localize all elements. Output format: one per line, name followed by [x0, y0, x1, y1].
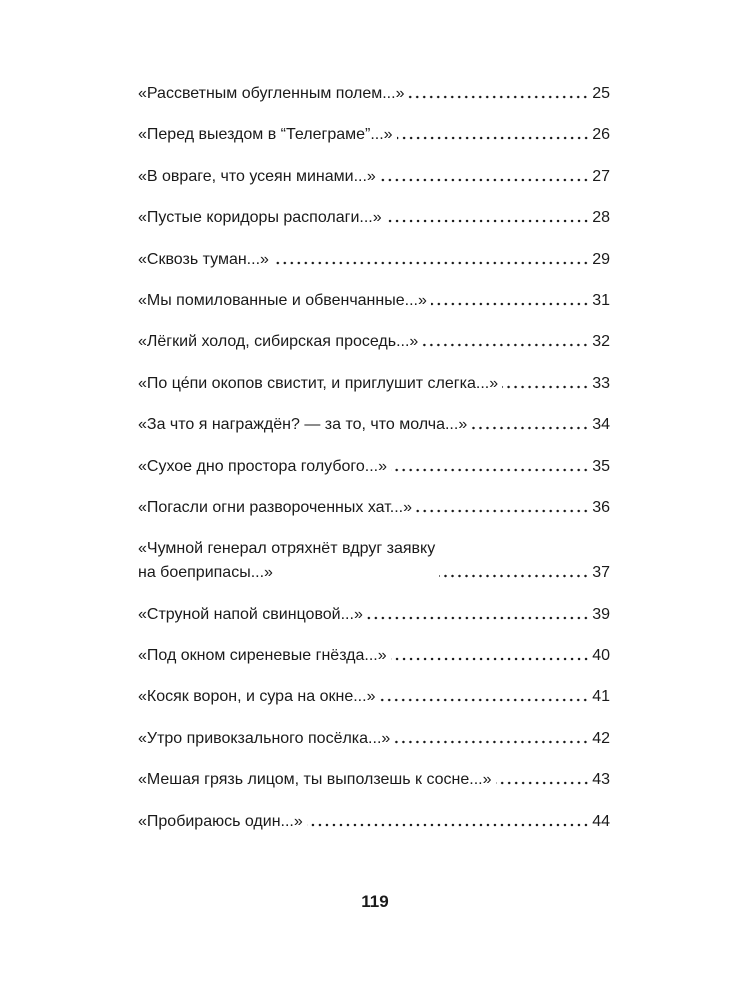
- toc-entry-title: «Чумной генерал отряхнёт вдруг заявку на боеприпасы...»: [138, 540, 436, 582]
- toc-entry-page: 43: [592, 771, 610, 789]
- toc-entry: [138, 765, 610, 792]
- toc-entry: [138, 807, 610, 834]
- dot-leader: [496, 780, 590, 786]
- toc-entry-title: «Рассветным обугленным полем...»: [138, 85, 405, 102]
- toc-entry-title: «Погасли огни развороченных хат...»: [138, 498, 412, 516]
- toc-entry-page: 42: [592, 729, 610, 747]
- dot-leader: [439, 573, 589, 579]
- table-of-contents: [138, 79, 610, 848]
- dot-leader: [422, 342, 589, 348]
- toc-entry-title: «Мешая грязь лицом, ты выползешь к сосне...»: [138, 771, 492, 789]
- toc-entry-page: 32: [592, 333, 610, 351]
- toc-entry-page: 25: [592, 85, 610, 102]
- toc-entry: [138, 203, 610, 230]
- toc-entry: [138, 162, 610, 189]
- dot-leader: [408, 94, 589, 100]
- toc-entry-title: «Лёгкий холод, сибирская проседь...»: [138, 333, 419, 351]
- toc-entry-page: 35: [592, 457, 610, 475]
- dot-leader: [397, 135, 590, 141]
- toc-entry-title: «Сквозь туман...»: [138, 250, 269, 268]
- toc-entry: [138, 493, 610, 520]
- toc-entry: [138, 410, 610, 437]
- toc-entry-page: 37: [592, 564, 610, 582]
- dot-leader: [307, 822, 589, 828]
- toc-entry-page: 44: [592, 812, 610, 830]
- toc-entry-title: «Струной напой свинцовой...»: [138, 605, 363, 623]
- toc-entry-title: «Перед выездом в “Телеграме”...»: [138, 126, 393, 144]
- dot-leader: [379, 697, 589, 703]
- toc-entry: [138, 286, 610, 313]
- toc-entry-page: 34: [592, 416, 610, 434]
- dot-leader: [502, 384, 589, 390]
- toc-entry: [138, 600, 610, 627]
- toc-entry-title: «Под окном сиреневые гнёзда...»: [138, 647, 387, 665]
- toc-entry: [138, 682, 610, 709]
- toc-entry-title: «В овраге, что усеян минами...»: [138, 167, 376, 185]
- dot-leader: [386, 218, 590, 224]
- toc-entry: [138, 120, 610, 147]
- toc-entry: [138, 452, 610, 479]
- toc-entry: [138, 327, 610, 354]
- dot-leader: [380, 177, 589, 183]
- dot-leader: [391, 467, 589, 473]
- toc-entry-title: «Утро привокзального посёлка...»: [138, 729, 391, 747]
- dot-leader: [471, 425, 589, 431]
- toc-entry-title: «Сухое дно простора голубого...»: [138, 457, 388, 475]
- toc-entry-page: 29: [592, 250, 610, 268]
- toc-entry-page: 40: [592, 647, 610, 665]
- toc-entry-page: 26: [592, 126, 610, 144]
- dot-leader: [416, 508, 589, 514]
- toc-entry-page: 33: [592, 374, 610, 392]
- dot-leader: [273, 260, 589, 266]
- dot-leader: [391, 656, 590, 662]
- dot-leader: [394, 739, 589, 745]
- page-number: 119: [361, 892, 389, 911]
- toc-entry-title: «Пробираюсь один...»: [138, 812, 303, 830]
- toc-entry-page: 39: [592, 605, 610, 623]
- dot-leader: [431, 301, 589, 307]
- toc-entry: [138, 724, 610, 751]
- toc-entry-page: 31: [592, 291, 610, 309]
- toc-entry: [138, 641, 610, 668]
- toc-entry: [138, 245, 610, 272]
- toc-entry-page: 41: [592, 688, 610, 706]
- toc-entry-title: «Мы помилованные и обвенчанные...»: [138, 291, 427, 309]
- toc-entry-page: 36: [592, 498, 610, 516]
- toc-entry: [138, 369, 610, 396]
- toc-entry: [138, 79, 610, 106]
- dot-leader: [367, 615, 589, 621]
- toc-entry-page: 28: [592, 209, 610, 227]
- toc-entry-page: 27: [592, 167, 610, 185]
- toc-entry-title: «Косяк ворон, и сура на окне...»: [138, 688, 376, 706]
- toc-entry-title: «За что я награждён? — за то, что молча...»: [138, 416, 468, 434]
- toc-entry-title: «Пустые коридоры располаги...»: [138, 209, 382, 227]
- toc-entry: [138, 534, 610, 585]
- toc-entry-title: «По це́пи окопов свистит, и приглушит слегка...»: [138, 374, 499, 392]
